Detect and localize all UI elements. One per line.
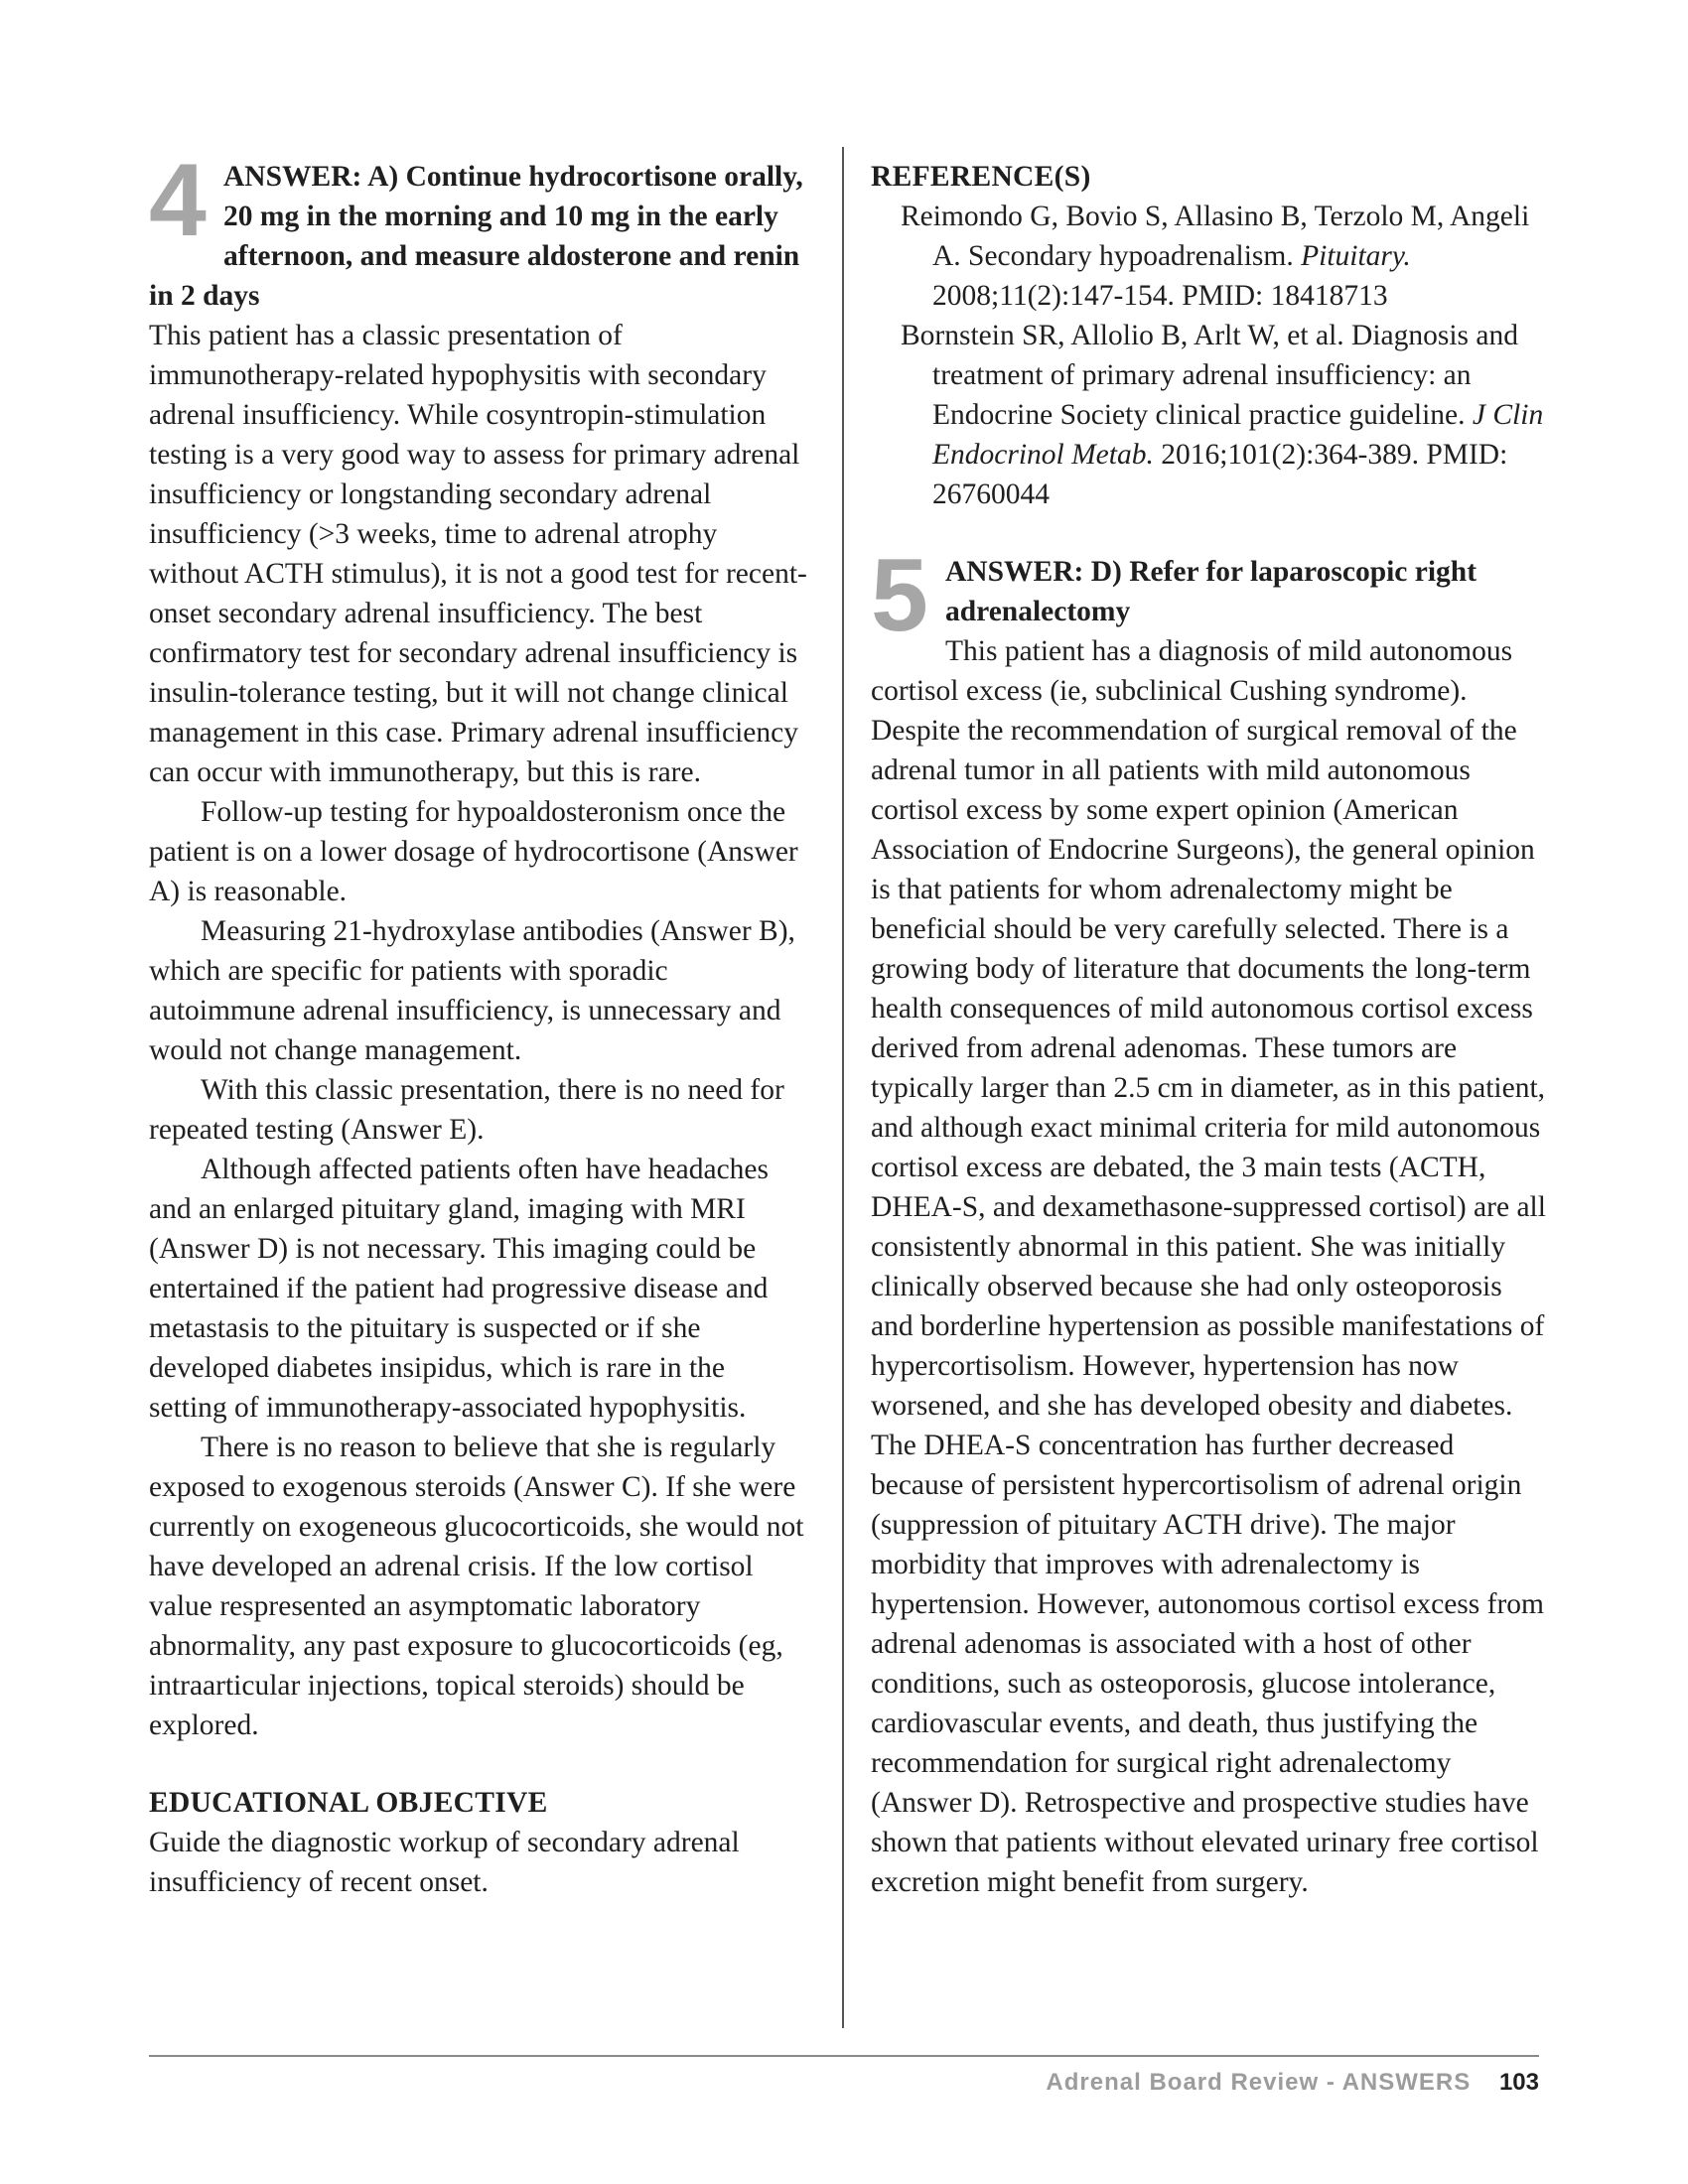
right-column: [871, 157, 1546, 1902]
question-number-5: 5: [871, 538, 928, 653]
footer-rule: [149, 2055, 1539, 2057]
page-number: 103: [1498, 2069, 1539, 2096]
answer-5-heading: [871, 538, 1546, 653]
answer-4-paragraph-6: There is no reason to believe that she is regularly exposed to exogenous steroids (Answer C). If she were currently on exogeneous glucocorticoids, she would not have developed an adrenal crisis. If the low cortisol value respresented an asymptomatic laboratory abnormality, any past exposure to glucocorticoids (eg, intraarticular injections, topical steroids) should be explored.: [149, 1432, 804, 1741]
answer-4-paragraph-4: With this classic presentation, there is no need for repeated testing (Answer E).: [149, 1074, 784, 1146]
left-column: [149, 143, 809, 1902]
answer-4-heading: [149, 143, 809, 316]
reference-1-citation: 2008;11(2):147-154. PMID: 18418713: [932, 280, 1388, 312]
reference-2-journal: J Clin Endocrinol Metab.: [932, 399, 1544, 471]
question-number-4: 4: [149, 143, 207, 258]
answer-4-paragraph-3: Measuring 21-hydroxylase antibodies (Answer B), which are specific for patients with sporadic autoimmune adrenal insufficiency, is unnecessary and would not change management.: [149, 915, 795, 1066]
references-title: REFERENCE(S): [871, 161, 1091, 193]
spacer: [871, 514, 1546, 552]
running-title: Adrenal Board Review - ANSWERS: [1046, 2069, 1472, 2096]
column-divider: [842, 147, 844, 2028]
answer-5-paragraph-1: This patient has a diagnosis of mild autonomous cortisol excess (ie, subclinical Cushing syndrome). Despite the recommendation of surgical removal of the adrenal tumor in all patients with mild autonomous cortisol excess by some expert opinion (American Association of Endocrine Surgeons), the general opinion is that patients for whom adrenalectomy might be beneficial should be very carefully selected. There is a growing body of literature that documents the long-term health consequences of mild autonomous cortisol excess derived from adrenal adenomas. These tumors are typically larger than 2.5 cm in diameter, as in this patient, and although exact minimal criteria for mild autonomous cortisol excess are debated, the 3 main tests (ACTH, DHEA-S, and dexamethasone-suppressed cortisol) are all consistently abnormal in this patient. She was initially clinically observed because she had only osteoporosis and borderline hypertension as possible manifestations of hypercortisolism. However, hypertension has now worsened, and she has developed obesity and diabetes. The DHEA-S concentration has further decreased because of persistent hypercortisolism of adrenal origin (suppression of pituitary ACTH drive). The major morbidity that improves with adrenalectomy is hypertension. However, autonomous cortisol excess from adrenal adenomas is associated with a host of other conditions, such as osteoporosis, glucose intolerance, cardiovascular events, and death, thus justifying the recommendation for surgical right adrenalectomy (Answer D). Retrospective and prospective studies have shown that patients without elevated urinary free cortisol excretion might benefit from surgery.: [871, 635, 1546, 1898]
educational-objective-text: Guide the diagnostic workup of secondary adrenal insufficiency of recent onset.: [149, 1827, 740, 1898]
reference-1-authors: Reimondo G, Bovio S, Allasino B, Terzolo M, Angeli A. Secondary hypoadrenalism.: [901, 201, 1530, 272]
answer-4-heading-text: ANSWER: A) Continue hydrocortisone orally, 20 mg in the morning and 10 mg in the early afternoon, and measure aldosterone and renin in 2 days: [149, 161, 803, 312]
reference-2-authors: Bornstein SR, Allolio B, Arlt W, et al. Diagnosis and treatment of primary adrenal insufficiency: an Endocrine Society clinical practice guideline.: [901, 320, 1518, 431]
spacer: [149, 1745, 809, 1783]
educational-objective-title: EDUCATIONAL OBJECTIVE: [149, 1787, 548, 1819]
page-footer: [1046, 2068, 1539, 2098]
reference-2-citation: 2016;101(2):364-389. PMID: 26760044: [932, 439, 1508, 510]
reference-item: [871, 197, 1546, 316]
reference-item: [871, 316, 1546, 514]
reference-1-journal: Pituitary.: [1301, 240, 1411, 272]
answer-4-paragraph-2: Follow-up testing for hypoaldosteronism once the patient is on a lower dosage of hydrocortisone (Answer A) is reasonable.: [149, 796, 798, 907]
answer-5-heading-text: ANSWER: D) Refer for laparoscopic right adrenalectomy: [945, 556, 1477, 627]
answer-4-paragraph-5: Although affected patients often have headaches and an enlarged pituitary gland, imaging with MRI (Answer D) is not necessary. This imaging could be entertained if the patient had progressive disease and metastasis to the pituitary is suspected or if she developed diabetes insipidus, which is rare in the setting of immunotherapy-associated hypophysitis.: [149, 1154, 770, 1424]
answer-4-paragraph-1: This patient has a classic presentation of immunotherapy-related hypophysitis with secondary adrenal insufficiency. While cosyntropin-stimulation testing is a very good way to assess for primary adrenal insufficiency or longstanding secondary adrenal insufficiency (>3 weeks, time to adrenal atrophy without ACTH stimulus), it is not a good test for recent-onset secondary adrenal insufficiency. The best confirmatory test for secondary adrenal insufficiency is insulin-tolerance testing, but it will not change clinical management in this case. Primary adrenal insufficiency can occur with immunotherapy, but this is rare.: [149, 320, 807, 788]
